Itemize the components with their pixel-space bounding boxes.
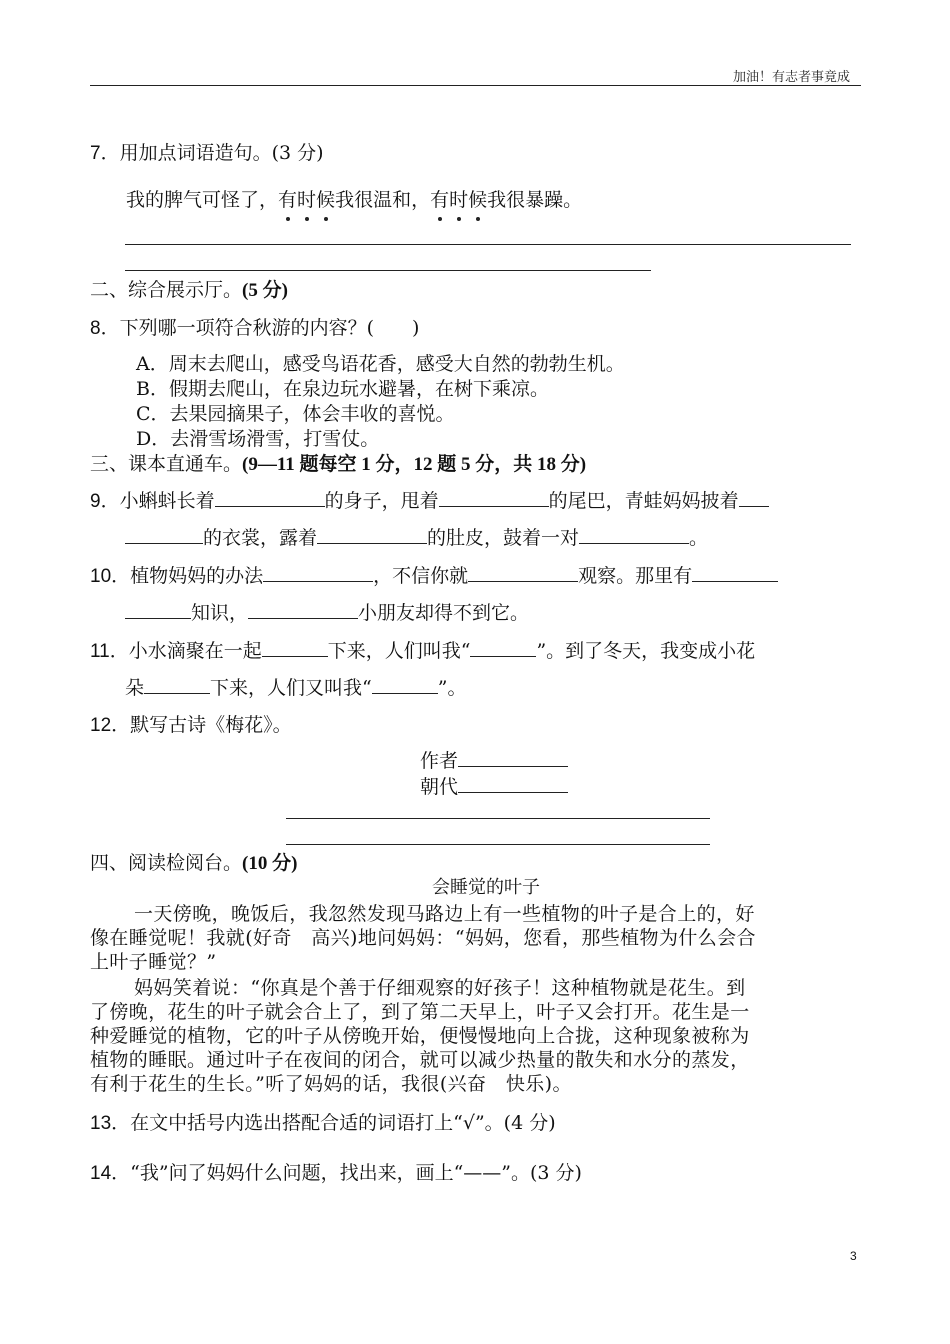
section-2-heading: 二、综合展示厅。(5 分) (90, 279, 288, 301)
section-3-heading: 三、课本直通车。(9—11 题每空 1 分，12 题 5 分，共 18 分) (90, 453, 587, 475)
blank[interactable] (262, 637, 328, 657)
question-8-number: 8 (90, 318, 101, 339)
question-7-sentence (126, 185, 582, 212)
question-12 (90, 710, 292, 737)
question-10-number: 10 (90, 566, 112, 587)
question-9-line-2: 的衣裳，露着 的肚皮，鼓着一对 。 (125, 523, 708, 550)
option-b[interactable]: B．假期去爬山，在泉边玩水避暑，在树下乘凉。 (136, 378, 549, 400)
section-3-score: (9—11 题每空 1 分，12 题 5 分，共 18 分) (242, 454, 587, 475)
dotted-char: 候 (468, 185, 487, 212)
dynasty-blank[interactable] (458, 773, 568, 793)
question-8 (90, 313, 419, 340)
blank[interactable] (579, 524, 689, 544)
question-11-line-2: 朵 下来，人们又叫我“ ”。 (125, 673, 466, 700)
blank[interactable] (372, 674, 438, 694)
option-a[interactable]: A．周末去爬山，感受鸟语花香，感受大自然的勃勃生机。 (136, 353, 625, 375)
dotted-char: 有 (278, 185, 297, 212)
section-4-score: (10 分) (242, 853, 298, 874)
question-10-line-1: 10．植物妈妈的办法 ，不信你就 观察。那里有 (90, 561, 778, 588)
passage-line: 妈妈笑着说：“你真是个善于仔细观察的好孩子！这种植物就是花生。到 (134, 977, 746, 999)
poem-dynasty: 朝代 (420, 772, 568, 799)
blank[interactable] (263, 562, 373, 582)
section-4-heading: 四、阅读检阅台。(10 分) (90, 852, 298, 874)
passage-line: 上叶子睡觉？” (90, 951, 217, 973)
poem-line-2[interactable] (286, 844, 710, 845)
question-8-prompt: ．下列哪一项符合秋游的内容？( ) (100, 317, 420, 339)
blank[interactable] (215, 487, 325, 507)
dotted-char: 时 (297, 185, 316, 212)
passage-title: 会睡觉的叶子 (432, 877, 540, 898)
question-9-line-1: 9．小蝌蚪长着 的身子，甩着 的尾巴，青蛙妈妈披着 (90, 486, 769, 513)
sentence-text: 我很暴躁。 (487, 189, 583, 211)
dotted-char: 有 (430, 185, 449, 212)
blank[interactable] (317, 524, 427, 544)
question-7-prompt: ．用加点词语造句。(3 分) (100, 142, 324, 164)
passage-line: 种爱睡觉的植物，它的叶子从傍晚开始，便慢慢地向上合拢，这种现象被称为 (90, 1025, 750, 1047)
passage-line: 了傍晚，花生的叶子就会合上了，到了第二天早上，叶子又会打开。花生是一 (90, 1001, 750, 1023)
question-13-prompt: ．在文中括号内选出搭配合适的词语打上“√”。(4 分) (111, 1112, 556, 1134)
question-13 (90, 1108, 556, 1135)
dotted-char: 时 (449, 185, 468, 212)
question-10-line-2: 知识， 小朋友却得不到它。 (125, 598, 529, 625)
question-7 (90, 138, 324, 165)
question-12-prompt: ．默写古诗《梅花》。 (111, 714, 292, 736)
passage-line: 像在睡觉呢！我就(好奇 高兴)地问妈妈：“妈妈，您看，那些植物为什么会合 (90, 927, 756, 949)
header-divider (90, 85, 861, 86)
blank[interactable] (468, 562, 578, 582)
author-blank[interactable] (458, 747, 568, 767)
sentence-text: 我很温和， (335, 189, 431, 211)
header-motto: 加油！有志者事竟成 (733, 70, 851, 85)
poem-author: 作者 (420, 746, 568, 773)
section-2-score: (5 分) (242, 280, 288, 301)
dotted-char: 候 (316, 185, 335, 212)
question-14 (90, 1158, 582, 1185)
blank[interactable] (439, 487, 549, 507)
blank[interactable] (144, 674, 210, 694)
blank[interactable] (248, 599, 358, 619)
passage-line: 有利于花生的生长。”听了妈妈的话，我很(兴奋 快乐)。 (90, 1073, 572, 1095)
passage-line: 植物的睡眠。通过叶子在夜间的闭合，就可以减少热量的散失和水分的蒸发， (90, 1049, 750, 1071)
question-14-number: 14 (90, 1163, 112, 1184)
blank[interactable] (470, 637, 536, 657)
blank[interactable] (692, 562, 778, 582)
question-13-number: 13 (90, 1113, 112, 1134)
sentence-text: 我的脾气可怪了， (126, 189, 279, 211)
blank[interactable] (739, 487, 769, 507)
option-d[interactable]: D．去滑雪场滑雪，打雪仗。 (136, 428, 380, 450)
blank[interactable] (125, 524, 203, 544)
question-7-number: 7 (90, 143, 101, 164)
question-9-number: 9 (90, 491, 101, 512)
question-11-number: 11 (90, 641, 110, 662)
question-14-prompt: ．“我”问了妈妈什么问题，找出来，画上“——”。(3 分) (111, 1162, 582, 1184)
answer-line-7a[interactable] (125, 244, 851, 245)
question-11-line-1: 11．小水滴聚在一起 下来，人们叫我“ ”。到了冬天，我变成小花 (90, 636, 755, 663)
blank[interactable] (125, 599, 191, 619)
page-number: 3 (850, 1249, 857, 1263)
option-c[interactable]: C．去果园摘果子，体会丰收的喜悦。 (136, 403, 455, 425)
passage-line: 一天傍晚，晚饭后，我忽然发现马路边上有一些植物的叶子是合上的，好 (134, 903, 755, 925)
question-12-number: 12 (90, 715, 112, 736)
answer-line-7b[interactable] (125, 270, 651, 271)
poem-line-1[interactable] (286, 818, 710, 819)
